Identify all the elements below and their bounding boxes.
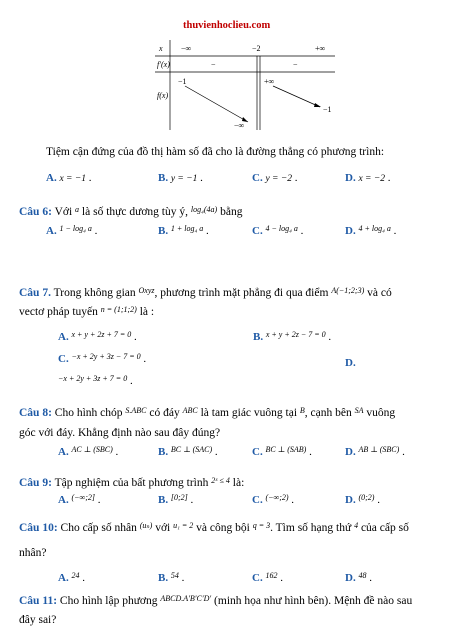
q9-text: là:: [232, 477, 245, 489]
option-tail: .: [206, 225, 209, 237]
q7-space: Oxyz: [138, 286, 155, 295]
option-text: AB ⊥ (SBC): [358, 445, 400, 454]
option-letter: A.: [58, 331, 69, 343]
option-text: x = −1: [59, 174, 86, 184]
q7-option-d-text: [58, 375, 133, 387]
q8-option-d[interactable]: [345, 446, 405, 458]
option-text: [0;2]: [170, 493, 188, 502]
option-tail: .: [369, 572, 372, 584]
option-text: BC ⊥ (SAB): [265, 445, 307, 454]
option-text: AC ⊥ (SBC): [71, 445, 113, 454]
question-number: Câu 10:: [19, 522, 58, 534]
q8-text: vuông: [366, 407, 396, 419]
q8-math: S.ABC: [125, 406, 147, 415]
q7-option-a[interactable]: [58, 331, 137, 343]
option-text: x + y + 2z − 7 = 0: [265, 330, 326, 339]
q10-option-c[interactable]: [252, 572, 283, 584]
option-text: (−∞;2): [265, 493, 289, 502]
q5-option-a[interactable]: [46, 172, 92, 184]
option-text: BC ⊥ (SAC): [170, 445, 213, 454]
option-text: y = −1: [170, 174, 198, 184]
option-tail: .: [294, 172, 298, 184]
q7-option-b[interactable]: [253, 331, 331, 343]
q11-stem-line2: đây sai?: [19, 614, 57, 626]
vt-f-val: −1: [323, 105, 332, 114]
vt-f-val: +∞: [264, 77, 275, 86]
q11-text: Cho hình lập phương: [59, 595, 158, 607]
option-tail: .: [181, 572, 185, 584]
option-letter: C.: [252, 572, 263, 584]
q8-text: có đáy: [149, 407, 180, 419]
option-text: 1 + log₄ a: [170, 224, 204, 233]
q9-option-d[interactable]: [345, 494, 380, 506]
question-number: Câu 8:: [19, 407, 52, 419]
q8-option-c[interactable]: [252, 446, 312, 458]
option-letter: D.: [345, 494, 356, 506]
option-tail: .: [214, 446, 218, 458]
option-text: 1 − log₄ a: [59, 224, 92, 233]
option-tail: .: [143, 353, 147, 365]
option-tail: .: [88, 172, 92, 184]
q11-math: ABCD.A′B′C′D′: [160, 594, 212, 603]
q9-inequality: 2ˣ ≤ 4: [211, 476, 230, 485]
q10-math: (uₙ): [139, 521, 153, 530]
q9-text: Tập nghiệm của bất phương trình: [54, 477, 209, 489]
option-letter: D.: [345, 225, 356, 237]
q6-text: là số thực dương tùy ý,: [81, 206, 188, 218]
q10-stem-line2: nhân?: [19, 547, 47, 559]
option-letter: C.: [252, 446, 263, 458]
q7-vector: n = (1;1;2): [100, 305, 137, 314]
vt-f-val: −∞: [234, 121, 245, 130]
q10-option-d[interactable]: [345, 572, 372, 584]
option-tail: .: [134, 331, 137, 343]
vt-x-val: −2: [252, 44, 261, 53]
q10-stem: [19, 522, 409, 534]
vt-fprime-sign: −: [211, 60, 216, 69]
question-number: Câu 11:: [19, 595, 58, 607]
option-letter: D.: [345, 172, 356, 184]
q6-option-b[interactable]: [158, 225, 209, 237]
q10-text: . Tìm số hạng thứ: [270, 522, 352, 534]
q8-math: SA: [354, 406, 364, 415]
q10-math: u₁ = 2: [173, 521, 194, 530]
q8-text: , cạnh bên: [304, 407, 352, 419]
q7-stem-line2: [19, 306, 154, 318]
option-letter: D.: [345, 572, 356, 584]
q7-text: vectơ pháp tuyến: [19, 306, 98, 318]
option-letter: A.: [46, 225, 57, 237]
q9-option-c[interactable]: [252, 494, 294, 506]
option-text: 162: [265, 571, 278, 580]
option-letter: C.: [252, 225, 263, 237]
q5-option-d[interactable]: [345, 172, 391, 184]
q10-text: với: [155, 522, 171, 534]
option-letter: A.: [46, 172, 57, 184]
vt-fprime-sign: −: [293, 60, 298, 69]
vt-fprime-label: f′(x): [157, 60, 170, 69]
q10-text: và công bội: [196, 522, 250, 534]
q8-math: ABC: [182, 406, 198, 415]
option-text: 48: [358, 571, 367, 580]
option-text: (−∞;2]: [71, 493, 95, 502]
q7-text: và có: [367, 287, 392, 299]
q6-option-d[interactable]: [345, 225, 396, 237]
q5-stem: Tiệm cận đứng của đồ thị hàm số đã cho là đường thẳng có phương trình:: [46, 146, 385, 158]
q7-text: Trong không gian: [53, 287, 136, 299]
option-letter: A.: [58, 494, 69, 506]
option-letter: B.: [158, 225, 169, 237]
q6-option-a[interactable]: [46, 225, 97, 237]
option-text: 54: [170, 571, 179, 580]
q8-option-b[interactable]: [158, 446, 218, 458]
option-text: −x + 2y + 3z + 7 = 0: [58, 374, 128, 383]
q8-math: B: [299, 406, 305, 415]
q11-text: (minh họa như hình bên). Mệnh đề nào sau: [214, 595, 413, 607]
q5-option-b[interactable]: [158, 172, 203, 184]
vt-x-val: −∞: [181, 44, 192, 53]
option-tail: .: [393, 225, 397, 237]
option-tail: .: [309, 446, 312, 458]
q8-text: là tam giác vuông tại: [200, 407, 298, 419]
option-text: y = −2: [265, 174, 292, 184]
option-letter: C.: [58, 353, 69, 365]
q10-option-b[interactable]: [158, 572, 184, 584]
q6-text: Với: [54, 206, 73, 218]
option-letter: B.: [158, 494, 169, 506]
option-tail: .: [129, 375, 133, 387]
option-tail: .: [300, 225, 304, 237]
site-name: thuvienhoclieu.com: [183, 20, 271, 31]
option-letter: B.: [158, 446, 169, 458]
vt-x-label: x: [159, 44, 163, 53]
q6-expr: log₄(4a): [190, 205, 218, 214]
vt-f-label: f(x): [157, 91, 169, 100]
q6-text: bằng: [220, 206, 243, 218]
vt-x-val: +∞: [315, 44, 326, 53]
option-text: 4 − log₄ a: [265, 224, 298, 233]
option-tail: .: [387, 172, 391, 184]
option-tail: .: [291, 494, 295, 506]
option-text: x + y + 2z + 7 = 0: [71, 330, 132, 339]
option-letter: A.: [58, 572, 69, 584]
option-text: 24: [71, 571, 80, 580]
option-tail: .: [190, 494, 194, 506]
q5-option-c[interactable]: [252, 172, 298, 184]
q11-stem: [19, 595, 412, 607]
option-text: −x + 2y + 3z − 7 = 0: [71, 352, 141, 361]
q10-text: của cấp số: [360, 522, 409, 534]
q7-option-d[interactable]: [345, 357, 356, 369]
option-letter: B.: [253, 331, 264, 343]
q7-point: A(−1;2;3): [331, 286, 365, 295]
option-letter: B.: [158, 572, 169, 584]
q10-text: Cho cấp số nhân: [60, 522, 137, 534]
option-letter: A.: [58, 446, 69, 458]
question-number: Câu 9:: [19, 477, 52, 489]
q8-option-a[interactable]: [58, 446, 118, 458]
q8-stem: [19, 407, 395, 419]
option-tail: .: [328, 331, 332, 343]
option-letter: D.: [345, 357, 356, 369]
option-tail: .: [402, 446, 405, 458]
option-letter: D.: [345, 446, 356, 458]
option-letter: B.: [158, 172, 169, 184]
option-tail: .: [377, 494, 380, 506]
option-text: 4 + log₄ a: [358, 224, 391, 233]
option-tail: .: [97, 494, 101, 506]
option-text: (0;2): [358, 493, 375, 502]
option-text: x = −2: [358, 174, 385, 184]
q6-option-c[interactable]: [252, 225, 303, 237]
question-number: Câu 7.: [19, 287, 51, 299]
q8-stem-line2: góc với đáy. Khẳng định nào sau đây đúng?: [19, 427, 221, 439]
q9-option-a[interactable]: [58, 494, 101, 506]
q10-math: 4: [354, 521, 359, 530]
q10-option-a[interactable]: [58, 572, 85, 584]
q8-text: Cho hình chóp: [54, 407, 123, 419]
vt-f-val: −1: [178, 77, 187, 86]
option-tail: .: [280, 572, 283, 584]
option-tail: .: [94, 225, 98, 237]
q6-stem: [19, 206, 242, 218]
option-tail: .: [200, 172, 203, 184]
variation-table: [155, 40, 335, 132]
option-tail: .: [115, 446, 119, 458]
q9-stem: [19, 477, 244, 489]
option-letter: C.: [252, 494, 263, 506]
q7-text: là :: [139, 306, 155, 318]
option-letter: C.: [252, 172, 263, 184]
option-tail: .: [82, 572, 85, 584]
q10-math: q = 3: [252, 521, 271, 530]
q9-option-b[interactable]: [158, 494, 193, 506]
q7-text: , phương trình mặt phẳng đi qua điểm: [154, 287, 329, 299]
q7-stem: [19, 287, 392, 299]
q7-option-c[interactable]: [58, 353, 146, 365]
question-number: Câu 6:: [19, 206, 52, 218]
q6-var: a: [75, 205, 80, 214]
